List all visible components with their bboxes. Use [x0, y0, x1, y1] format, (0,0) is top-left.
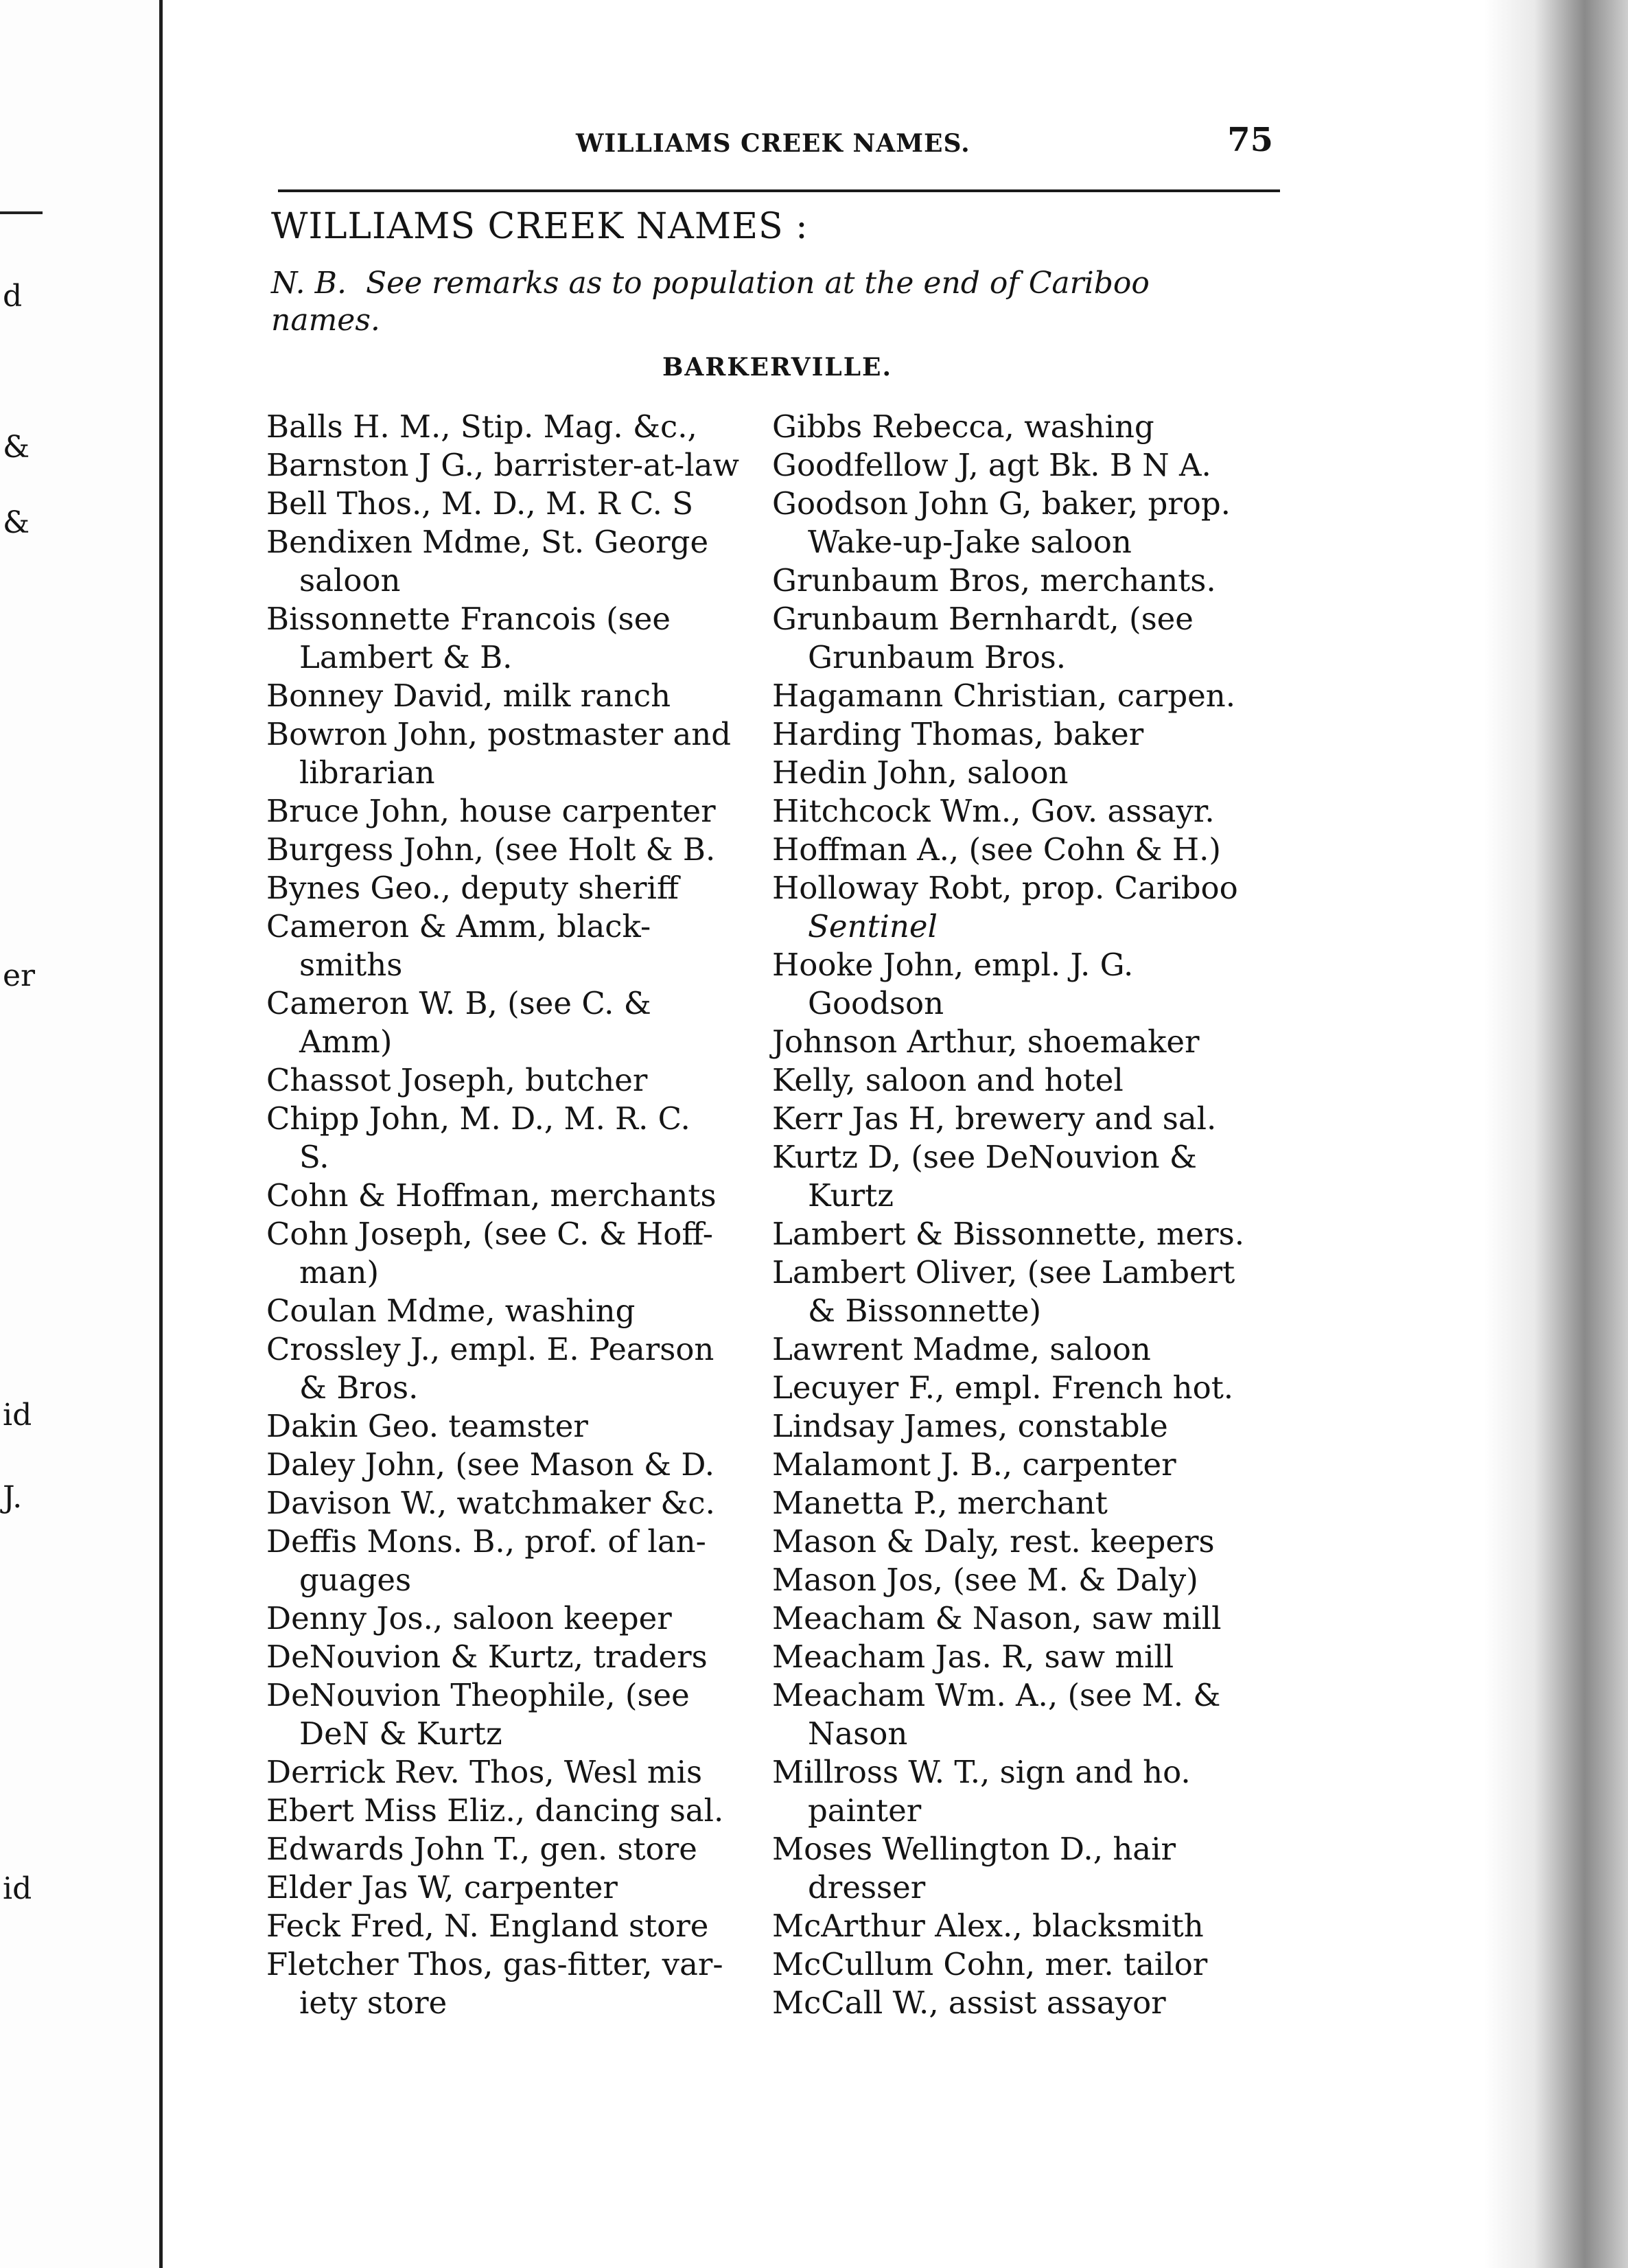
- directory-entry-continuation: & Bros.: [299, 1369, 419, 1406]
- directory-entry: Deffis Mons. B., prof. of lan-: [266, 1523, 706, 1560]
- directory-entry: McCall W., assist assayor: [772, 1984, 1166, 2021]
- directory-entry: Elder Jas W, carpenter: [266, 1869, 618, 1906]
- gutter-fragment: id: [3, 1871, 32, 1906]
- directory-entry: Edwards John T., gen. store: [266, 1831, 697, 1867]
- directory-entry: Ebert Miss Eliz., dancing sal.: [266, 1792, 724, 1829]
- gutter-fragment: J.: [3, 1480, 23, 1515]
- directory-entry: Bynes Geo., deputy sheriff: [266, 870, 679, 906]
- directory-entry: Fletcher Thos, gas-fitter, var-: [266, 1946, 723, 1982]
- directory-entry: Harding Thomas, baker: [772, 716, 1144, 752]
- directory-entry: Bonney David, milk ranch: [266, 678, 671, 714]
- directory-entry: Daley John, (see Mason & D.: [266, 1446, 715, 1483]
- directory-entry: Meacham Wm. A., (see M. &: [772, 1677, 1221, 1713]
- directory-entry-continuation: Kurtz: [808, 1177, 894, 1214]
- directory-entry-continuation: smiths: [299, 947, 403, 983]
- directory-entry: Goodfellow J, agt Bk. B N A.: [772, 447, 1211, 483]
- gutter-fragment: d: [3, 279, 23, 314]
- directory-entry: Derrick Rev. Thos, Wesl mis: [266, 1754, 703, 1790]
- directory-entry: Bowron John, postmaster and: [266, 716, 732, 752]
- note-text: See remarks as to population at the end of Cariboo: [365, 266, 1150, 301]
- directory-entry-continuation: Grunbaum Bros.: [808, 639, 1067, 675]
- section-heading: WILLIAMS CREEK NAMES :: [271, 206, 809, 247]
- directory-entry: Mason & Daly, rest. keepers: [772, 1523, 1215, 1560]
- directory-entry: Hedin John, saloon: [772, 754, 1069, 791]
- town-subheading: BARKERVILLE.: [662, 353, 893, 382]
- directory-entry: Meacham & Nason, saw mill: [772, 1600, 1222, 1636]
- left-column: [266, 408, 774, 2022]
- directory-entry: DeNouvion Theophile, (see: [266, 1677, 690, 1713]
- directory-entry: Denny Jos., saloon keeper: [266, 1600, 672, 1636]
- directory-entry: Cameron W. B, (see C. &: [266, 985, 651, 1021]
- directory-entry: Cohn Joseph, (see C. & Hoff-: [266, 1216, 713, 1252]
- directory-entry: Chipp John, M. D., M. R. C.: [266, 1100, 690, 1137]
- directory-entry-continuation: Nason: [808, 1715, 908, 1752]
- directory-entry: Kerr Jas H, brewery and sal.: [772, 1100, 1217, 1137]
- directory-entry: Kurtz D, (see DeNouvion &: [772, 1139, 1197, 1175]
- directory-entry: Lambert & Bissonnette, mers.: [772, 1216, 1245, 1252]
- directory-entry: Millross W. T., sign and ho.: [772, 1754, 1191, 1790]
- page-edge-shadow: [1484, 0, 1628, 2268]
- directory-entry: Bell Thos., M. D., M. R C. S: [266, 485, 694, 522]
- directory-entry-continuation: guages: [299, 1562, 412, 1598]
- directory-entry: Mason Jos, (see M. & Daly): [772, 1562, 1198, 1598]
- directory-entry: Lecuyer F., empl. French hot.: [772, 1369, 1234, 1406]
- directory-entry-continuation: DeN & Kurtz: [299, 1715, 502, 1752]
- note-line-1: [271, 265, 1280, 302]
- directory-entry: Manetta P., merchant: [772, 1485, 1108, 1521]
- directory-entry: Crossley J., empl. E. Pearson: [266, 1331, 714, 1367]
- directory-entry: Coulan Mdme, washing: [266, 1293, 636, 1329]
- population-note: [271, 265, 1280, 339]
- gutter-fragment: &: [3, 505, 30, 540]
- directory-entry-continuation: & Bissonnette): [808, 1293, 1042, 1329]
- directory-entry-continuation: painter: [808, 1792, 922, 1829]
- page-number: 75: [1227, 121, 1273, 159]
- left-page-gutter: [0, 0, 163, 2268]
- directory-entry: Cameron & Amm, black-: [266, 908, 651, 945]
- directory-entry: Kelly, saloon and hotel: [772, 1062, 1124, 1098]
- directory-entry: Burgess John, (see Holt & B.: [266, 831, 716, 868]
- running-title: WILLIAMS CREEK NAMES.: [576, 129, 970, 158]
- directory-entry: Lindsay James, constable: [772, 1408, 1168, 1444]
- directory-entry: Grunbaum Bros, merchants.: [772, 562, 1216, 599]
- note-label: N. B.: [271, 266, 347, 301]
- directory-entry-continuation: saloon: [299, 562, 401, 599]
- gutter-fragment: er: [3, 958, 36, 993]
- directory-entry: Meacham Jas. R, saw mill: [772, 1639, 1174, 1675]
- directory-entry-continuation: dresser: [808, 1869, 926, 1906]
- directory-entry-continuation: Lambert & B.: [299, 639, 513, 675]
- directory-entry: Grunbaum Bernhardt, (see: [772, 601, 1194, 637]
- directory-entry: Barnston J G., barrister-at-law: [266, 447, 739, 483]
- directory-entry: Davison W., watchmaker &c.: [266, 1485, 715, 1521]
- directory-entry: Chassot Joseph, butcher: [266, 1062, 648, 1098]
- header-rule: [278, 189, 1280, 192]
- directory-entry-continuation: Amm): [299, 1023, 393, 1060]
- directory-entry-continuation: man): [299, 1254, 380, 1291]
- directory-entry-continuation: iety store: [299, 1984, 447, 2021]
- directory-entry: Balls H. M., Stip. Mag. &c.,: [266, 408, 697, 445]
- running-head: [278, 121, 1280, 169]
- directory-entry: Lawrent Madme, saloon: [772, 1331, 1151, 1367]
- directory-entry: DeNouvion & Kurtz, traders: [266, 1639, 708, 1675]
- directory-entry: Cohn & Hoffman, merchants: [266, 1177, 717, 1214]
- directory-entry-continuation: Sentinel: [808, 908, 938, 945]
- directory-entry-continuation: S.: [299, 1139, 329, 1175]
- directory-entry: Dakin Geo. teamster: [266, 1408, 588, 1444]
- directory-entry: Hooke John, empl. J. G.: [772, 947, 1134, 983]
- note-line-2: names.: [271, 303, 380, 338]
- directory-entry: McArthur Alex., blacksmith: [772, 1908, 1204, 1944]
- directory-entry: Moses Wellington D., hair: [772, 1831, 1176, 1867]
- directory-entry: Bruce John, house carpenter: [266, 793, 716, 829]
- directory-entry: Bendixen Mdme, St. George: [266, 524, 709, 560]
- right-column: [772, 408, 1280, 2022]
- gutter-rule: [0, 211, 43, 214]
- directory-entry: Johnson Arthur, shoemaker: [772, 1023, 1200, 1060]
- directory-entry: Lambert Oliver, (see Lambert: [772, 1254, 1235, 1291]
- directory-entry: Hoffman A., (see Cohn & H.): [772, 831, 1221, 868]
- directory-entry: Malamont J. B., carpenter: [772, 1446, 1176, 1483]
- directory-entry: Holloway Robt, prop. Cariboo: [772, 870, 1238, 906]
- directory-entry: Bissonnette Francois (see: [266, 601, 671, 637]
- directory-entry: Hagamann Christian, carpen.: [772, 678, 1236, 714]
- directory-entry: Gibbs Rebecca, washing: [772, 408, 1154, 445]
- directory-entry: Hitchcock Wm., Gov. assayr.: [772, 793, 1215, 829]
- gutter-fragment: &: [3, 430, 30, 465]
- directory-entry-continuation: Wake-up-Jake saloon: [808, 524, 1132, 560]
- gutter-fragment: id: [3, 1398, 32, 1433]
- directory-entry: McCullum Cohn, mer. tailor: [772, 1946, 1208, 1982]
- directory-entry-continuation: Goodson: [808, 985, 944, 1021]
- directory-entry: Goodson John G, baker, prop.: [772, 485, 1231, 522]
- directory-entry-continuation: librarian: [299, 754, 435, 791]
- directory-entry: Feck Fred, N. England store: [266, 1908, 709, 1944]
